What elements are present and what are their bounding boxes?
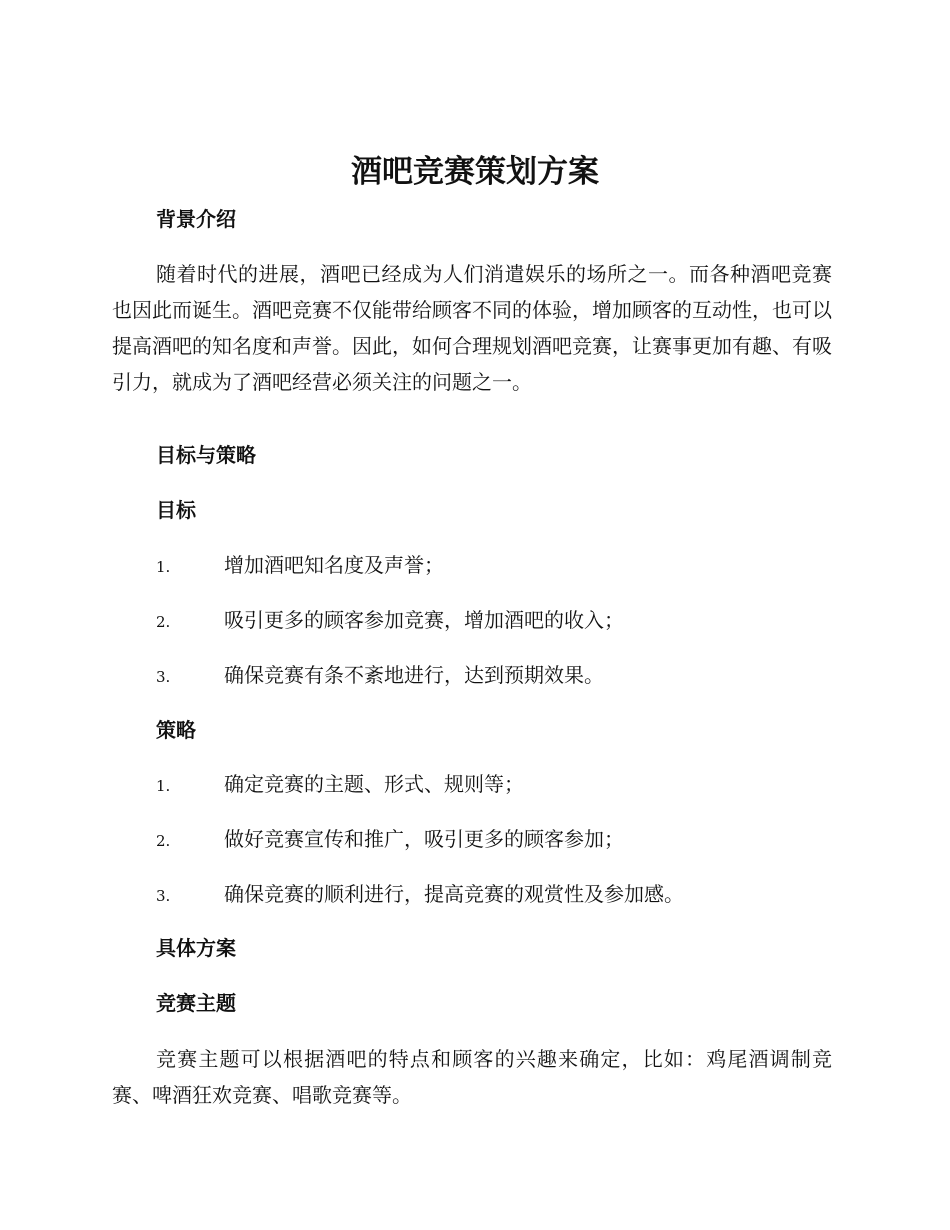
goal-item xyxy=(156,551,444,581)
list-number: 2. xyxy=(156,832,171,850)
goal-item xyxy=(156,661,604,691)
list-number: 2. xyxy=(156,613,171,631)
list-text: 确定竞赛的主题、形式、规则等； xyxy=(224,772,524,796)
list-number: 3. xyxy=(156,887,171,905)
heading-goals-and-strategy: 目标与策略 xyxy=(156,443,256,467)
theme-paragraph: 竞赛主题可以根据酒吧的特点和顾客的兴趣来确定，比如：鸡尾酒调制竞赛、啤酒狂欢竞赛、唱歌竞赛等。 xyxy=(112,1047,832,1107)
list-number: 1. xyxy=(156,777,171,795)
list-text: 确保竞赛有条不紊地进行，达到预期效果。 xyxy=(224,663,604,687)
list-text: 做好竞赛宣传和推广，吸引更多的顾客参加； xyxy=(224,827,624,851)
list-text: 确保竞赛的顺利进行，提高竞赛的观赏性及参加感。 xyxy=(224,882,684,906)
strategy-item xyxy=(156,880,684,910)
list-number: 3. xyxy=(156,668,171,686)
heading-strategy: 策略 xyxy=(156,718,196,742)
document-title: 酒吧竞赛策划方案 xyxy=(351,154,599,190)
strategy-item xyxy=(156,770,524,800)
heading-theme: 竞赛主题 xyxy=(156,991,236,1015)
background-paragraph: 随着时代的进展，酒吧已经成为人们消遣娱乐的场所之一。而各种酒吧竞赛也因此而诞生。酒吧竞赛不仅能带给顾客不同的体验，增加顾客的互动性，也可以提高酒吧的知名度和声誉。因此，如何合理规划酒吧竞赛，让赛事更加有趣、有吸引力，就成为了酒吧经营必须关注的问题之一。 xyxy=(112,262,832,394)
heading-goals: 目标 xyxy=(156,498,196,522)
goal-item xyxy=(156,606,624,636)
strategy-item xyxy=(156,825,624,855)
list-text: 吸引更多的顾客参加竞赛，增加酒吧的收入； xyxy=(224,608,624,632)
list-number: 1. xyxy=(156,558,171,576)
heading-background: 背景介绍 xyxy=(156,207,236,231)
list-text: 增加酒吧知名度及声誉； xyxy=(224,553,444,577)
heading-plan: 具体方案 xyxy=(156,936,236,960)
